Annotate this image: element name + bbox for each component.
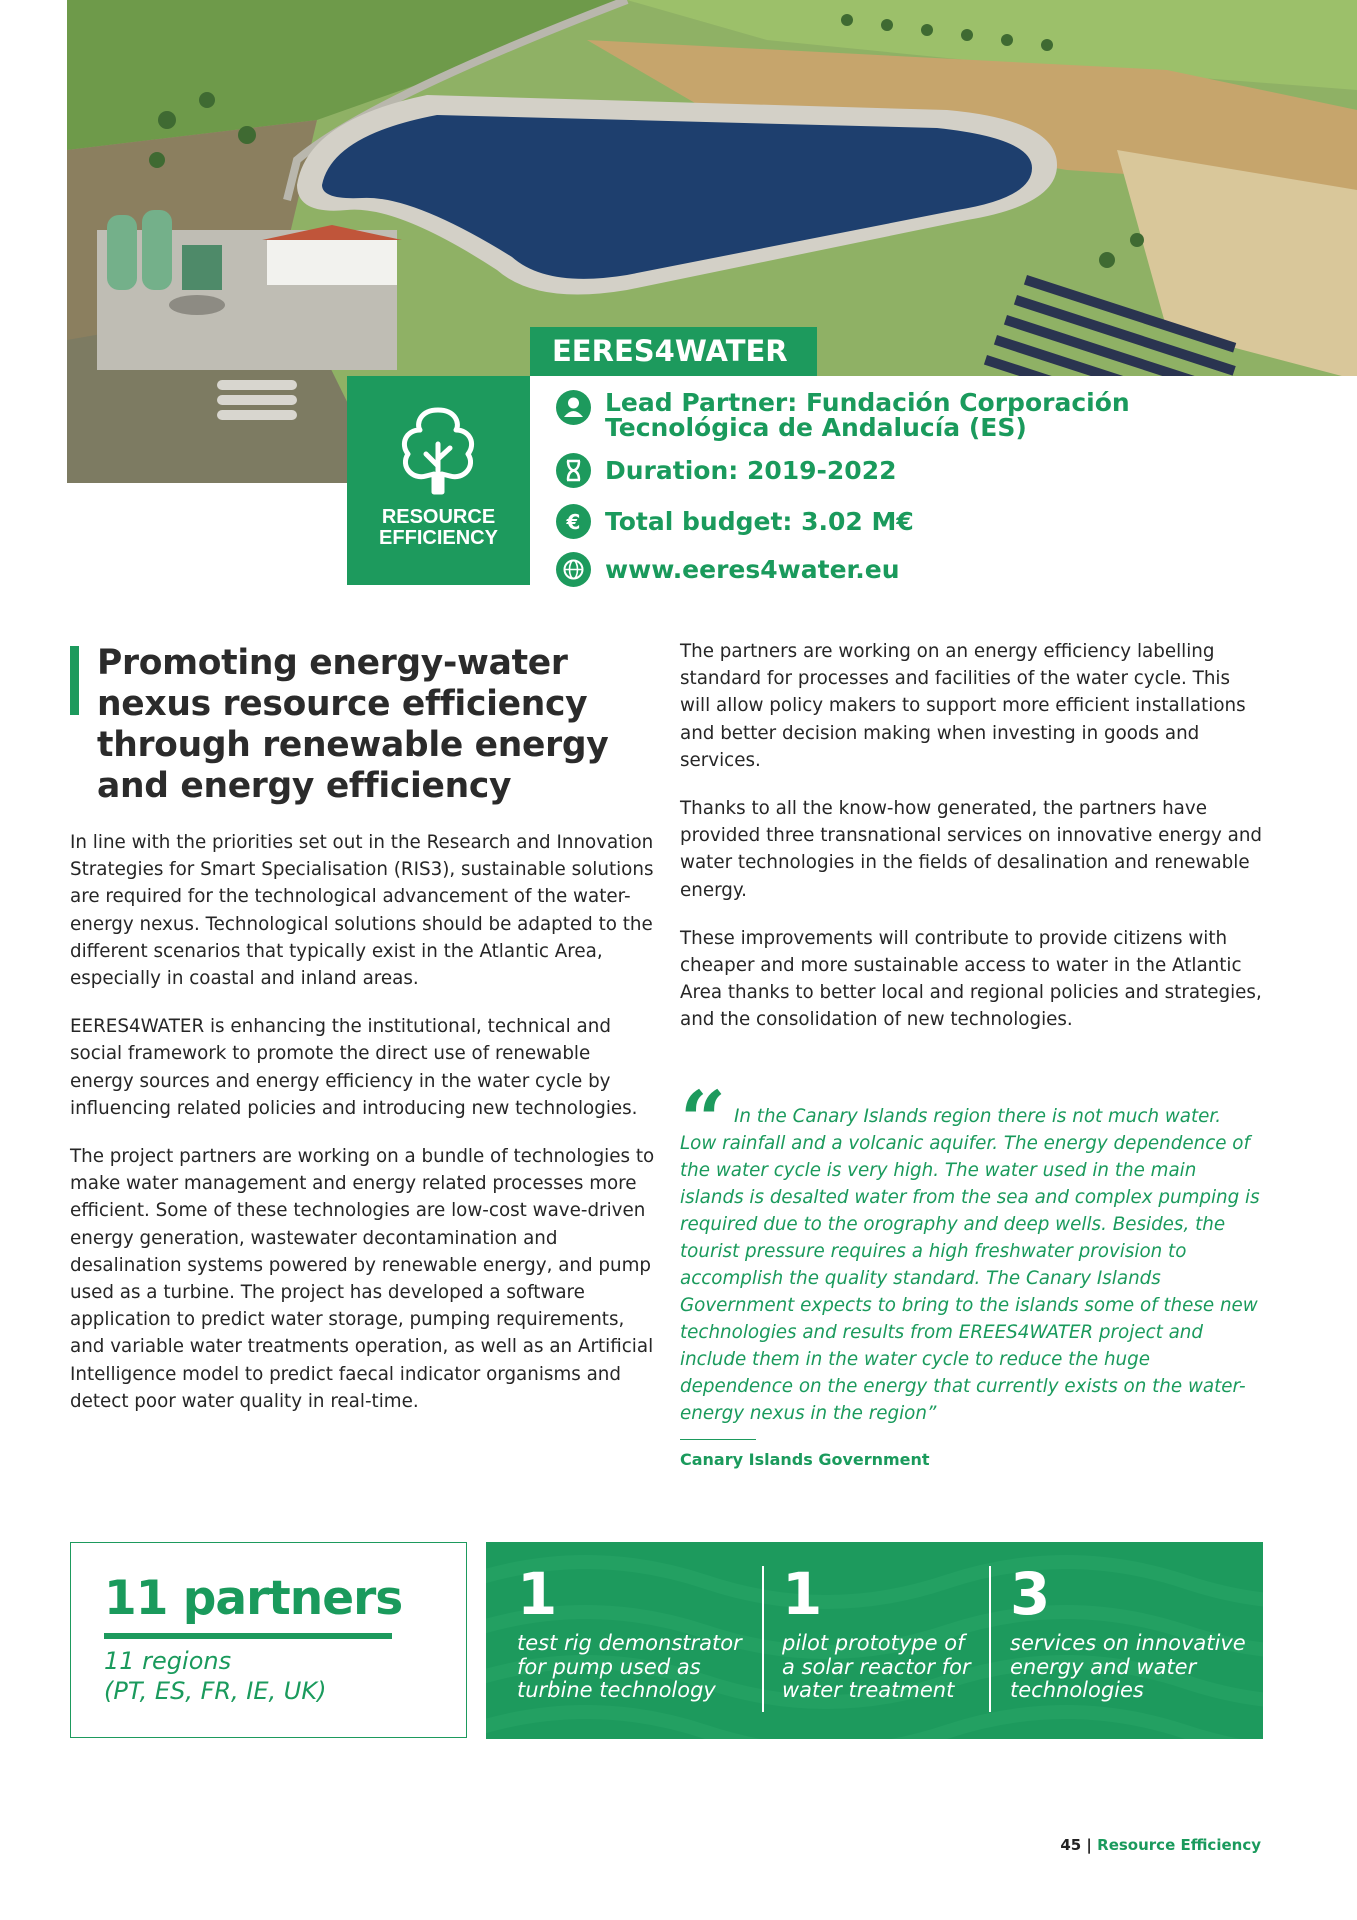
budget-row bbox=[556, 504, 914, 539]
svg-text:€: € bbox=[566, 510, 581, 534]
quote-divider bbox=[680, 1439, 756, 1440]
page-footer bbox=[1060, 1836, 1261, 1854]
heading-accent-bar bbox=[70, 646, 79, 715]
stat-pilot-prototype bbox=[782, 1560, 971, 1703]
paragraph: These improvements will contribute to provide citizens with cheaper and more sustainable access to water in the Atlantic Area thanks to better local and regional policies and strategies, and the consolidation of new technologies. bbox=[680, 927, 1262, 1031]
euro-icon bbox=[556, 504, 591, 539]
hourglass-icon bbox=[556, 453, 591, 488]
right-column bbox=[680, 638, 1265, 1055]
paragraph: The partners are working on an energy efficiency labelling standard for processes and facilities of the water cycle. This will allow policy makers to support more efficient installations and better decision making when investing in goods and services. bbox=[680, 641, 1246, 771]
partners-underline bbox=[104, 1633, 392, 1639]
stat-number: 1 bbox=[517, 1560, 558, 1628]
results-stats-box bbox=[486, 1542, 1263, 1739]
project-info bbox=[530, 376, 1357, 585]
footer-separator: | bbox=[1086, 1836, 1092, 1854]
stat-number: 3 bbox=[1010, 1560, 1051, 1628]
paragraph: The project partners are working on a bundle of technologies to make water management and energy related processes more efficient. Some of these technologies are low-cost wave-driven energy generation, wastewater decontamination and desalination systems powered by renewable energy, and pump used as a turbine. The project has developed a software application to predict water storage, pumping requirements, and variable water treatments operation, as well as an Artificial Intelligence model to predict faecal indicator organisms and detect poor water quality in real-time. bbox=[70, 1146, 655, 1412]
quote-text: In the Canary Islands region there is not much water. Low rainfall and a volcanic aquifer. The energy dependence of the water cycle is very high. The water used in the main islands is desalted water from the sea and complex pumping is required due to the orography and deep wells. Besides, the tourist pressure requires a high freshwater provision to accomplish the quality standard. The Canary Islands Government expects to bring to the islands some of these new technologies and results from EREES4WATER project and include them in the water cycle to reduce the huge dependence on the energy that currently exists on the water-energy nexus in the region” bbox=[680, 1106, 1260, 1424]
lead-partner-row bbox=[556, 390, 1130, 440]
stat-description: services on innovative energy and water technologies bbox=[1010, 1631, 1246, 1702]
stat-test-rig bbox=[517, 1560, 742, 1703]
page-number: 45 bbox=[1060, 1836, 1082, 1854]
stat-services bbox=[1010, 1560, 1246, 1703]
left-column bbox=[70, 829, 655, 1436]
website-link[interactable]: www.eeres4water.eu bbox=[605, 555, 900, 584]
quote-attribution: Canary Islands Government bbox=[680, 1450, 930, 1469]
stat-divider bbox=[989, 1566, 991, 1712]
globe-icon bbox=[556, 552, 591, 587]
article-heading bbox=[70, 643, 630, 807]
partners-count: 11 partners bbox=[104, 1571, 403, 1626]
paragraph: Thanks to all the know-how generated, the partners have provided three transnational services on innovative energy and water technologies in the fields of desalination and renewable energy. bbox=[680, 798, 1263, 901]
resource-efficiency-badge bbox=[347, 376, 530, 585]
partners-stat-box bbox=[70, 1542, 467, 1738]
tree-icon bbox=[390, 404, 486, 496]
website-row bbox=[556, 552, 900, 587]
budget-text: Total budget: 3.02 M€ bbox=[605, 507, 914, 536]
heading-text: Promoting energy-water nexus resource efficiency through renewable energy and energy efficiency bbox=[97, 643, 609, 806]
stat-description: test rig demonstrator for pump used as turbine technology bbox=[517, 1631, 742, 1702]
pull-quote bbox=[680, 1073, 1260, 1469]
paragraph: EERES4WATER is enhancing the institutional, technical and social framework to promote the direct use of renewable energy sources and energy efficiency in the water cycle by influencing related policies and introducing new technologies. bbox=[70, 1016, 638, 1119]
stat-description: pilot prototype of a solar reactor for water treatment bbox=[782, 1631, 971, 1702]
stat-number: 1 bbox=[782, 1560, 823, 1628]
quote-mark-icon: “ bbox=[680, 1073, 727, 1167]
project-title: EERES4WATER bbox=[530, 327, 817, 376]
lead-partner-text: Lead Partner: Fundación Corporación Tecnológica de Andalucía (ES) bbox=[605, 388, 1130, 442]
stat-divider bbox=[762, 1566, 764, 1712]
badge-label: RESOURCE EFFICIENCY bbox=[379, 506, 498, 549]
duration-text: Duration: 2019-2022 bbox=[605, 456, 897, 485]
section-name: Resource Efficiency bbox=[1097, 1836, 1261, 1854]
paragraph: In line with the priorities set out in the Research and Innovation Strategies for Smart Specialisation (RIS3), sustainable solutions are required for the technological advancement of the water-energy nexus. Technological solutions should be adapted to the different scenarios that typically exist in the Atlantic Area, especially in coastal and inland areas. bbox=[70, 832, 654, 990]
duration-row bbox=[556, 453, 896, 488]
person-icon bbox=[556, 390, 591, 425]
regions-text: 11 regions (PT, ES, FR, IE, UK) bbox=[104, 1647, 327, 1705]
